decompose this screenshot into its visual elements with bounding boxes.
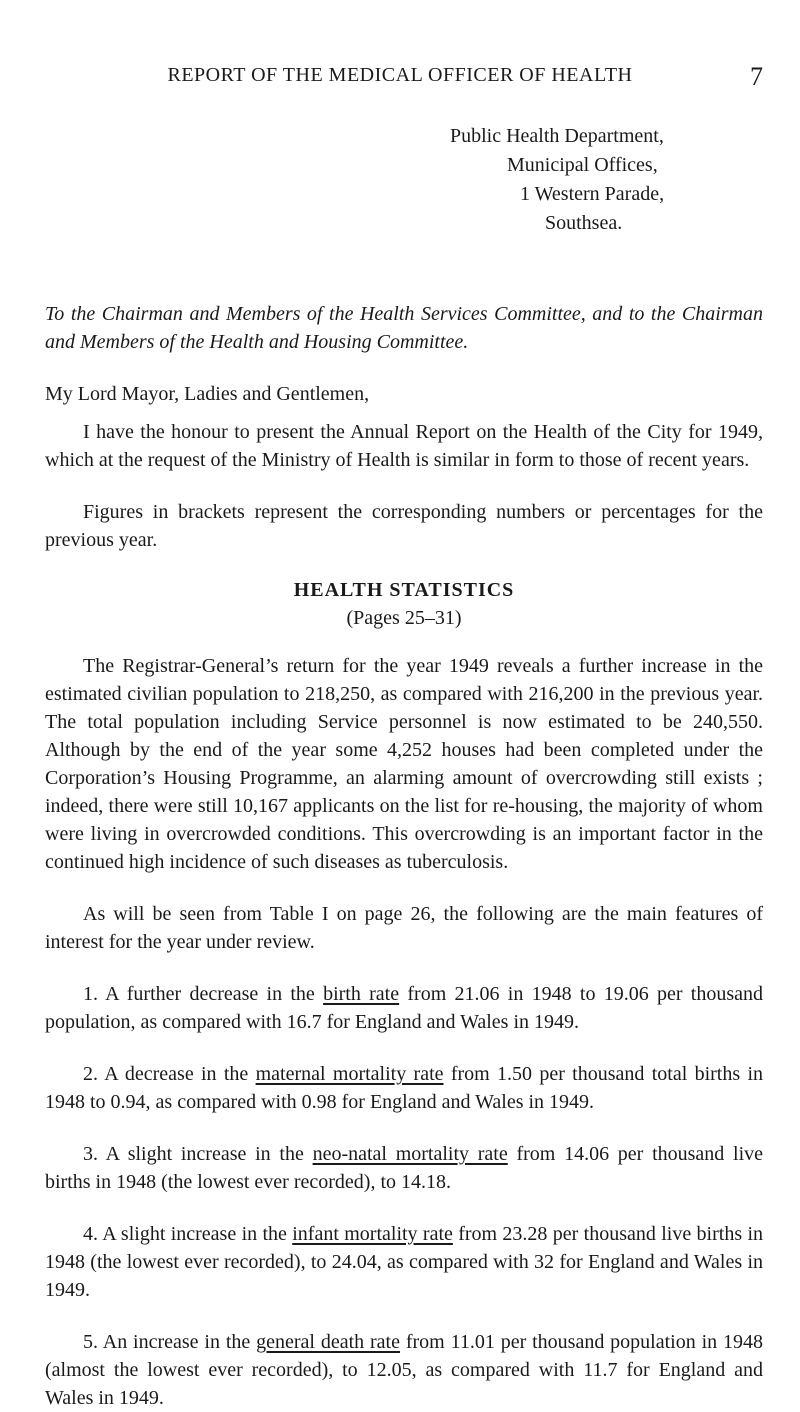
list-item: 5. An increase in the general death rate from 11.01 per thousand population in 1948 (almost the lowest ever recorded), to 12.05, as compared with 11.7 for England and Wales in 1949. <box>45 1331 764 1409</box>
list-item: 1. A further decrease in the birth rate from 21.06 in 1948 to 19.06 per thousand population, as compared with 16.7 for England and Wales in 1949. <box>45 983 764 1033</box>
underlined-term: neo-natal mortality rate <box>312 1143 508 1165</box>
brackets-note: Figures in brackets represent the corresponding numbers or percentages for the previous year. <box>45 501 763 551</box>
address-line: Municipal Offices, <box>507 154 658 176</box>
section-heading: HEALTH STATISTICS <box>293 579 515 601</box>
address-line: Southsea. <box>545 212 623 234</box>
list-item: 4. A slight increase in the infant mortality rate from 23.28 per thousand live births in 1948 (the lowest ever recorded), to 24.04, as compared with 32 for England and Wales in 1949. <box>45 1223 764 1301</box>
underlined-term: birth rate <box>323 983 400 1005</box>
underlined-term: maternal mortality rate <box>255 1063 444 1085</box>
table-intro-paragraph: As will be seen from Table I on page 26, the following are the main features of interest for the year under review. <box>45 903 763 953</box>
underlined-term: general death rate <box>256 1331 400 1353</box>
registrar-paragraph: The Registrar-General’s return for the year 1949 reveals a further increase in the estimated civilian population to 218,250, as compared with 216,200 in the previous year. The total population including Service personnel is now estimated to be 240,550. Although by the end of the year some 4,252 houses had been completed under the Corporation’s Housing Programme, an alarming amount of overcrowding still exists ; indeed, there were still 10,167 applicants on the list for re-housing, the majority of whom were living in overcrowded conditions. This overcrowding is an important factor in the continued high incidence of such diseases as tuberculosis. <box>45 655 763 873</box>
list-item: 2. A decrease in the maternal mortality rate from 1.50 per thousand total births in 1948 to 0.94, as compared with 0.98 for England and Wales in 1949. <box>45 1063 763 1113</box>
page-number: 7 <box>750 62 763 91</box>
running-title: REPORT OF THE MEDICAL OFFICER OF HEALTH <box>167 64 633 86</box>
page-header <box>0 64 800 94</box>
list-item: 3. A slight increase in the neo-natal mortality rate from 14.06 per thousand live births in 1948 (the lowest ever recorded), to 14.18. <box>45 1143 764 1193</box>
section-pages: (Pages 25–31) <box>346 607 462 629</box>
underlined-term: infant mortality rate <box>292 1223 453 1245</box>
sender-address <box>450 122 780 238</box>
report-body <box>45 300 763 1412</box>
address-line: Public Health Department, <box>450 125 664 147</box>
address-line: 1 Western Parade, <box>520 183 665 205</box>
salutation: My Lord Mayor, Ladies and Gentlemen, <box>45 383 370 405</box>
intro-paragraph: I have the honour to present the Annual Report on the Health of the City for 1949, which at the request of the Ministry of Health is similar in form to those of recent years. <box>45 421 763 471</box>
addressee: To the Chairman and Members of the Health Services Committee, and to the Chairman and Members of the Health and Housing Committee. <box>45 303 763 353</box>
